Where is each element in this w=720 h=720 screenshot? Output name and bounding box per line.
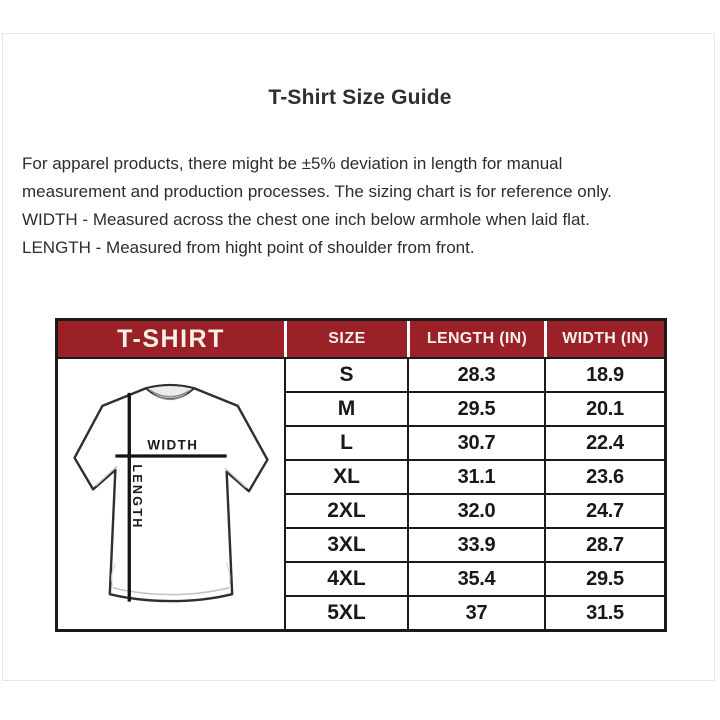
size-value: S (284, 359, 407, 391)
table-row (284, 495, 664, 529)
width-value: 22.4 (544, 427, 664, 459)
deviation-note: For apparel products, there might be ±5% deviation in length for manual measurement and production processes. The sizing chart is for reference only. (22, 154, 612, 201)
length-value: 37 (407, 597, 544, 629)
size-value: L (284, 427, 407, 459)
length-value: 29.5 (407, 393, 544, 425)
header-size: SIZE (284, 321, 407, 357)
tshirt-diagram (69, 374, 273, 614)
length-value: 32.0 (407, 495, 544, 527)
length-label: LENGTH (129, 464, 144, 530)
length-value: 35.4 (407, 563, 544, 595)
table-row (284, 427, 664, 461)
length-value: 33.9 (407, 529, 544, 561)
table-row (284, 359, 664, 393)
page-title: T-Shirt Size Guide (268, 86, 452, 109)
width-value: 20.1 (544, 393, 664, 425)
table-row (284, 393, 664, 427)
length-value: 28.3 (407, 359, 544, 391)
length-value: 30.7 (407, 427, 544, 459)
size-value: XL (284, 461, 407, 493)
table-row (284, 461, 664, 495)
sizing-notes (22, 150, 670, 262)
size-rows (284, 359, 664, 629)
header-width: WIDTH (IN) (544, 321, 664, 357)
width-value: 29.5 (544, 563, 664, 595)
size-value: 4XL (284, 563, 407, 595)
header-length: LENGTH (IN) (407, 321, 544, 357)
table-row (284, 597, 664, 629)
width-value: 23.6 (544, 461, 664, 493)
length-definition: LENGTH - Measured from hight point of shoulder from front. (22, 238, 475, 257)
table-row (284, 529, 664, 563)
width-value: 24.7 (544, 495, 664, 527)
table-body (58, 359, 664, 629)
table-row (284, 563, 664, 597)
size-value: 2XL (284, 495, 407, 527)
size-value: 3XL (284, 529, 407, 561)
width-definition: WIDTH - Measured across the chest one inch below armhole when laid flat. (22, 210, 590, 229)
width-value: 28.7 (544, 529, 664, 561)
table-header-row (58, 321, 664, 359)
size-value: M (284, 393, 407, 425)
width-label: WIDTH (147, 437, 199, 453)
tshirt-illustration-cell (58, 359, 284, 629)
size-chart-table (55, 318, 667, 632)
size-value: 5XL (284, 597, 407, 629)
header-product: T-SHIRT (117, 324, 225, 353)
length-value: 31.1 (407, 461, 544, 493)
width-value: 31.5 (544, 597, 664, 629)
width-value: 18.9 (544, 359, 664, 391)
tshirt-outline (75, 385, 268, 601)
